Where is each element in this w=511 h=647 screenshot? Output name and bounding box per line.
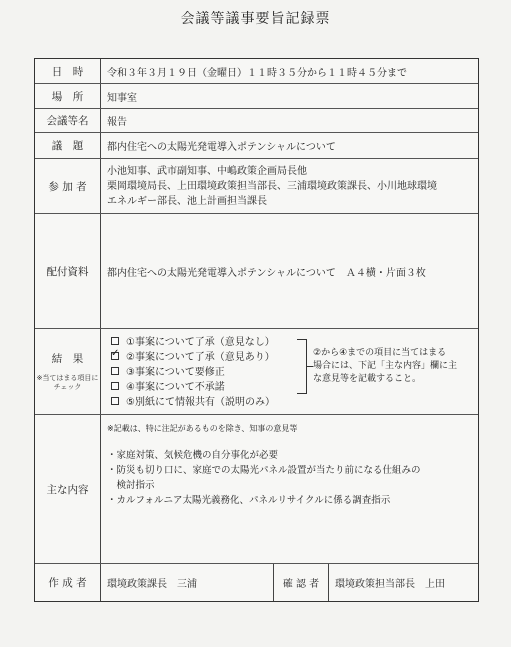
side-note-line: 場合には、下記「主な内容」欄に主 [313,361,458,371]
result-option-5[interactable] [111,393,275,408]
meeting-name-value: 報告 [107,117,127,128]
option-label: ②事案について了承（意見あり） [126,352,275,363]
place-value: 知事室 [107,92,137,104]
meeting-name-label: 会議等名 [35,109,101,132]
bracket-mark [297,339,307,394]
main-content-note: ※記載は、特に注記があるものを除き、知事の意見等 [107,424,298,433]
option-label: ④事案について不承諾 [126,382,225,393]
page-title: 会議等議事要旨記録票 [180,11,331,27]
option-label: ①事案について了承（意見なし） [126,337,275,348]
attendees-value [101,159,478,213]
topic-label: 議 題 [35,133,101,158]
row-datetime [35,59,478,84]
checker-value: 環境政策担当部長 上田 [335,579,445,590]
attendee-line: 栗岡環境局長、上田環境政策担当部長、三浦環境政策課長、小川地球環境 [107,180,437,192]
result-note: ※当てはまる項目にチェック [36,374,99,391]
row-main-content [35,415,478,564]
main-item: ・カルフォルニア太陽光義務化、パネルリサイクルに係る調査指示 [107,495,391,506]
main-content-value [101,415,478,563]
creator-label: 作 成 者 [35,564,101,601]
result-side-note [313,347,457,386]
row-footer [35,564,478,601]
result-label-cell [35,329,101,414]
checkbox[interactable] [111,397,119,405]
main-content-label: 主な内容 [35,415,101,563]
result-option-4[interactable] [111,378,225,393]
main-item: 検討指示 [107,480,155,491]
row-attendees [35,159,478,214]
materials-value: 都内住宅への太陽光発電導入ポテンシャルについて Ａ４横・片面３枚 [107,267,426,279]
attendee-line: エネルギー部長、池上計画担当課長 [107,195,267,207]
option-label: ③事案について要修正 [126,367,225,378]
topic-value: 都内住宅への太陽光発電導入ポテンシャルについて [107,142,336,153]
minutes-table [34,58,479,602]
attendee-line: 小池知事、武市副知事、中嶋政策企画局長他 [107,165,307,177]
result-options [101,329,478,414]
row-meeting-name [35,109,478,133]
result-label: 結 果 [51,353,84,365]
row-materials [35,214,478,329]
checker-label: 確 認 者 [274,564,329,601]
side-note-line: な意見等を記載すること。 [313,374,422,384]
main-item: ・家庭対策、気候危機の自分事化が必要 [107,450,279,461]
row-topic [35,133,478,159]
row-place [35,84,478,109]
checkbox[interactable] [111,367,119,375]
place-label: 場 所 [35,84,101,108]
result-option-3[interactable] [111,363,225,378]
main-item: ・防災も切り口に、家庭での太陽光パネル設置が当たり前になる仕組みの [107,465,421,476]
side-note-line: ②から④までの項目に当てはまる [313,348,447,358]
datetime-label: 日 時 [35,59,101,83]
checkbox-checked[interactable] [111,352,119,360]
creator-value: 環境政策課長 三浦 [101,564,274,601]
checkbox[interactable] [111,382,119,390]
checkbox[interactable] [111,337,119,345]
option-label: ⑤別紙にて情報共有（説明のみ） [126,397,275,408]
attendees-label: 参 加 者 [35,159,101,213]
footer-split [101,564,478,601]
datetime-value: 令和３年３月１９日（金曜日）１１時３５分から１１時４５分まで [107,67,407,79]
materials-label: 配付資料 [35,214,101,328]
row-result [35,329,478,415]
result-option-2[interactable] [111,348,275,363]
result-option-1[interactable] [111,333,275,348]
